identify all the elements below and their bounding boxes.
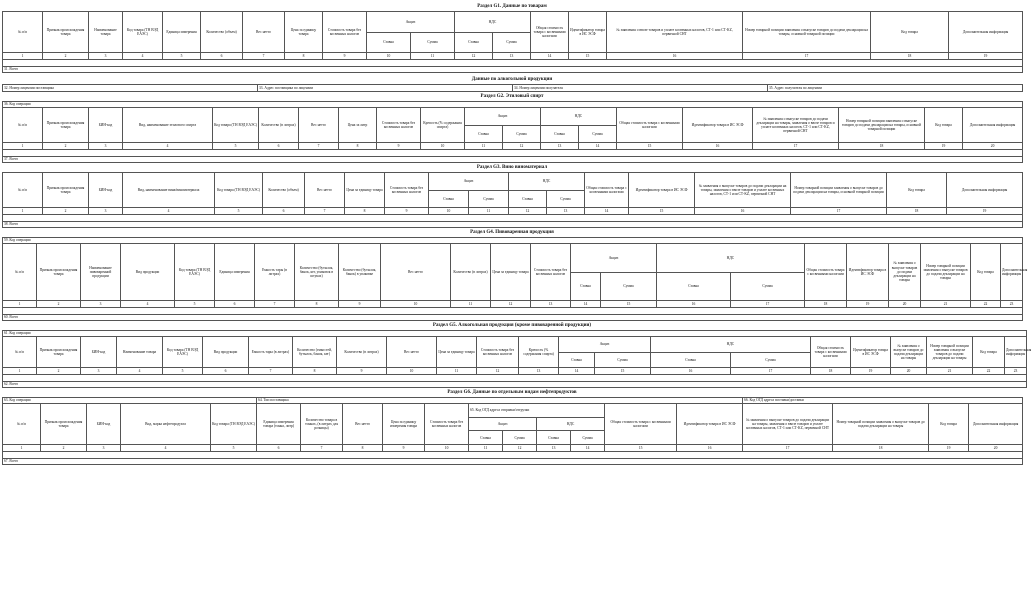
g1-num: 9 (323, 53, 367, 60)
g2-col: № п/п (3, 108, 43, 143)
g3-num: 2 (43, 208, 89, 215)
g3-num: 7 (305, 208, 345, 215)
g3-col: Код товара (ТН ВЭД ЕАЭС) (215, 173, 263, 208)
g2-col: Ставка (465, 125, 503, 143)
g5-num: 13 (519, 368, 559, 375)
alc-f34: 34. Номер лицензии получателя (513, 85, 768, 92)
g5-num: 6 (203, 368, 249, 375)
g3-group-akciz: Акциз (429, 173, 509, 191)
g5-col: Наименование товара (117, 337, 163, 368)
g5-num: 11 (437, 368, 477, 375)
g6-col: Вид, марка нефтепродукта (121, 404, 211, 445)
g1-group-nds: НДС (455, 12, 531, 33)
g1-col: Цена за единицу товара (285, 12, 323, 53)
g2-num: 14 (579, 143, 617, 150)
g1-num: 14 (531, 53, 569, 60)
g6-num: 2 (41, 445, 87, 452)
section-g5-table (2, 330, 1031, 388)
g6-col: Номер товарной позиции заявления о выпуске товаров до подачи декларации на товары (833, 404, 929, 445)
g2-col: Признак происхождения товара (43, 108, 89, 143)
g5-num: 12 (477, 368, 519, 375)
g1-col: Идентификатор товара в ИС ЭСФ (569, 12, 607, 53)
g2-col: Крепость (% содержания спирта) (421, 108, 465, 143)
g2-num: 6 (259, 143, 299, 150)
g3-num: 9 (385, 208, 429, 215)
g6-num: 19 (929, 445, 969, 452)
g1-col: Номер товарной позиции заявления о выпуске товаров до подачи декларации на товары, основной товарной позиции (743, 12, 871, 53)
g1-col: Признак происхождения товара (43, 12, 89, 53)
g6-num: 11 (469, 445, 503, 452)
g4-num: 15 (601, 301, 657, 308)
g2-num: 9 (377, 143, 421, 150)
g2-col: Идентификатор товара в ИС ЭСФ (683, 108, 753, 143)
g4-num: 13 (531, 301, 571, 308)
g3-num: 13 (547, 208, 585, 215)
g5-num-row (3, 368, 1027, 375)
g4-col: Цена за единицу товара (491, 244, 531, 301)
g4-num: 16 (657, 301, 731, 308)
g5-group-nds: НДС (651, 337, 811, 353)
g6-num: 16 (677, 445, 743, 452)
g5-col: Номер товарной позиции заявления о выпуске товаров до подачи декларации на товары (927, 337, 973, 368)
g5-num: 2 (37, 368, 81, 375)
g3-col: Цена за единицу товара (345, 173, 385, 208)
section-g4-title: Раздел G4. Пивоваренная продукция (470, 230, 554, 235)
g3-col: Вид, наименование вина/виноматериала (123, 173, 215, 208)
g6-col: Идентификатор товара в ИС ЭСФ (677, 404, 743, 445)
g1-col: Количество (объем) (201, 12, 243, 53)
g1-col: Код товара (ТН ВЭД ЕАЭС) (123, 12, 163, 53)
g3-num-row (3, 208, 1023, 215)
g3-num: 10 (429, 208, 469, 215)
g6-col: Общая стоимость товара с косвенными налогами (605, 404, 677, 445)
g6-num: 14 (571, 445, 605, 452)
g6-col: Код товара (ТН ВЭД ЕАЭС) (211, 404, 257, 445)
g5-col: Признак происхождения товара (37, 337, 81, 368)
g1-num: 18 (871, 53, 949, 60)
g6-num: 13 (537, 445, 571, 452)
g2-num: 2 (43, 143, 89, 150)
section-g6-table (2, 397, 1023, 465)
g4-num: 20 (889, 301, 921, 308)
g4-num: 23 (1001, 301, 1023, 308)
g4-num: 17 (731, 301, 805, 308)
g4-col: Стоимость товара без косвенных налогов (531, 244, 571, 301)
g6-col: Цена за единицу измерения товара (383, 404, 425, 445)
g1-col: Наименование товара (89, 12, 123, 53)
g5-total: 62. Всего (3, 382, 1027, 388)
g4-num: 9 (339, 301, 381, 308)
g4-col: Признак происхождения товара (37, 244, 81, 301)
section-g6-title: Раздел G6. Данные по отдельным видам нефтепродуктов (447, 390, 577, 395)
g3-col: Количество (объем) (263, 173, 305, 208)
g4-num: 22 (971, 301, 1001, 308)
g3-col: Вес нетто (305, 173, 345, 208)
g1-col: Ставка (367, 32, 411, 53)
section-g1-table (2, 11, 1023, 73)
g3-num: 19 (947, 208, 1023, 215)
g6-col: Признак происхождения товара (41, 404, 87, 445)
g2-col: Код товара (ТН ВЭД ЕАЭС) (213, 108, 259, 143)
g1-group-akciz: Акциз (367, 12, 455, 33)
g1-col: Вес нетто (243, 12, 285, 53)
g4-num: 19 (847, 301, 889, 308)
g6-num: 4 (121, 445, 211, 452)
g1-num: 1 (3, 53, 43, 60)
g3-col: Дополнительная информация (947, 173, 1023, 208)
g2-ops: 36. Код операции (3, 102, 1023, 108)
g3-col: № п/п (3, 173, 43, 208)
alc-table (2, 84, 1023, 92)
g4-num: 12 (491, 301, 531, 308)
g5-num: 15 (595, 368, 651, 375)
g5-col: Цена за единицу товара (437, 337, 477, 368)
g1-num: 16 (607, 53, 743, 60)
g4-num: 8 (295, 301, 339, 308)
g1-num: 11 (411, 53, 455, 60)
g5-num: 19 (851, 368, 891, 375)
g1-col: Единица измерения (163, 12, 201, 53)
g2-col: Общая стоимость товара с косвенными налогами (617, 108, 683, 143)
g5-num: 1 (3, 368, 37, 375)
g5-col: Код товара (ТН ВЭД ЕАЭС) (163, 337, 203, 368)
g3-col: БИН-код (89, 173, 123, 208)
g4-num: 18 (805, 301, 847, 308)
g4-col: Сумма (601, 272, 657, 301)
g4-num: 5 (175, 301, 215, 308)
g5-group-akciz: Акциз (559, 337, 651, 353)
g2-num: 10 (421, 143, 465, 150)
g1-num: 7 (243, 53, 285, 60)
g6-ops: 63. Код операции (3, 398, 257, 404)
alc-f35: 35. Адрес получателя по лицензии (768, 85, 1023, 92)
g2-col: Номер товарной позиции заявления о выпуске товаров до подачи декларации на товары, основной товарной позиции (839, 108, 925, 143)
g6-num: 6 (257, 445, 301, 452)
g4-group-nds: НДС (657, 244, 805, 273)
g4-num: 3 (81, 301, 121, 308)
g6-col: № заявления о выпуске товаров до подачи декларации на товары, заявления о ввозе товаров и уплате косвенных налогов, СТ-1 или СТ-KZ, первичной СНТ (743, 404, 833, 445)
g5-col: Идентификатор товара в ИС ЭСФ (851, 337, 891, 368)
g4-total: 60. Всего (3, 315, 1023, 321)
g3-col: Ставка (429, 190, 469, 208)
g5-num: 10 (387, 368, 437, 375)
alc-f32: 32. Номер лицензии поставщика (3, 85, 258, 92)
g3-num: 3 (89, 208, 123, 215)
g1-num: 17 (743, 53, 871, 60)
g2-num: 4 (123, 143, 213, 150)
g4-num: 11 (451, 301, 491, 308)
g4-col: Идентификатор товара в ИС ЭСФ (847, 244, 889, 301)
g2-num: 1 (3, 143, 43, 150)
g2-col: БИН-код (89, 108, 123, 143)
g5-num: 4 (117, 368, 163, 375)
g3-col: Ставка (509, 190, 547, 208)
g5-col: Код товара (973, 337, 1005, 368)
g1-col: Сумма (493, 32, 531, 53)
g6-num: 8 (343, 445, 383, 452)
g2-col: Цена за литр (339, 108, 377, 143)
g4-col: Сумма (731, 272, 805, 301)
g1-num: 19 (949, 53, 1023, 60)
g3-group-nds: НДС (509, 173, 585, 191)
g3-num: 4 (123, 208, 215, 215)
g2-num: 3 (89, 143, 123, 150)
g4-col: Единица измерения (215, 244, 255, 301)
g1-num: 13 (493, 53, 531, 60)
g6-col: Ставка (469, 431, 503, 445)
g1-total: 31. Всего (3, 67, 1023, 73)
g4-col: Номер товарной позиции заявления о выпуске товаров до подачи декларации на товары (921, 244, 971, 301)
g3-num: 14 (585, 208, 629, 215)
g3-num: 1 (3, 208, 43, 215)
g4-num: 21 (921, 301, 971, 308)
g1-num: 5 (163, 53, 201, 60)
g5-num: 9 (337, 368, 387, 375)
g2-num: 12 (503, 143, 541, 150)
g6-f64: 64. Тип поставщика (257, 398, 743, 404)
g3-col: Стоимость товара без косвенных налогов (385, 173, 429, 208)
g4-col: Код товара (971, 244, 1001, 301)
g2-num: 19 (925, 143, 963, 150)
g6-num: 10 (425, 445, 469, 452)
g2-col: Вид, наименование этилового спирта (123, 108, 213, 143)
g5-col: Количество (емкостей, бутылок, банок, кег) (293, 337, 337, 368)
g5-num: 20 (891, 368, 927, 375)
g5-num: 21 (927, 368, 973, 375)
g5-col: Крепость (% содержания спирта) (519, 337, 559, 368)
g3-num: 15 (629, 208, 695, 215)
g4-col: Емкость тары (в литрах) (255, 244, 295, 301)
g2-group-akciz: Акциз (465, 108, 541, 126)
g3-col: № заявления о выпуске товаров до подачи декларации на товары, заявления о ввозе товаров и уплате косвенных налогов, СТ-1 или СТ-KZ, первичной СНТ (695, 173, 791, 208)
g5-col: Сумма (731, 352, 811, 368)
g1-col: Код товара (871, 12, 949, 53)
g5-col: Вес нетто (387, 337, 437, 368)
g3-col: Общая стоимость товара с косвенными налогами (585, 173, 629, 208)
g1-num-row (3, 53, 1023, 60)
g1-num: 8 (285, 53, 323, 60)
g5-num: 5 (163, 368, 203, 375)
section-g4-table (2, 237, 1028, 321)
g2-num: 18 (839, 143, 925, 150)
g4-col: № заявления о выпуске товаров до подачи декларации на товары (889, 244, 921, 301)
g1-num: 6 (201, 53, 243, 60)
g5-num: 7 (249, 368, 293, 375)
g1-num: 2 (43, 53, 89, 60)
g6-group-akciz: Акциз (469, 417, 537, 431)
g6-group-nds: НДС (537, 417, 605, 431)
g2-col: Сумма (579, 125, 617, 143)
g1-num: 12 (455, 53, 493, 60)
g5-col: № заявления о выпуске товаров до подачи декларации на товары (891, 337, 927, 368)
g5-num: 16 (651, 368, 731, 375)
g6-col: № п/п (3, 404, 41, 445)
g4-num: 4 (121, 301, 175, 308)
g2-num-row (3, 143, 1023, 150)
g4-col: Дополнительная информация (1001, 244, 1023, 301)
section-g2-table (2, 101, 1023, 163)
g1-col: Сумма (411, 32, 455, 53)
g1-col: Ставка (455, 32, 493, 53)
g4-num: 6 (215, 301, 255, 308)
alc-f33: 33. Адрес поставщика по лицензии (258, 85, 513, 92)
g3-num: 16 (695, 208, 791, 215)
g2-col: Количество (в литрах) (259, 108, 299, 143)
g6-col: Вес нетто (343, 404, 383, 445)
g4-num-row (3, 301, 1023, 308)
g6-num: 12 (503, 445, 537, 452)
g2-col: Стоимость товара без косвенных налогов (377, 108, 421, 143)
g4-ops: 59. Код операции (3, 238, 1023, 244)
g5-col: БИН-код (81, 337, 117, 368)
g6-num: 15 (605, 445, 677, 452)
g5-num: 22 (973, 368, 1005, 375)
g5-col: Сумма (595, 352, 651, 368)
g5-num: 23 (1005, 368, 1027, 375)
g2-col: Ставка (541, 125, 579, 143)
g6-num: 18 (833, 445, 929, 452)
g4-col: № п/п (3, 244, 37, 301)
g3-col: Признак происхождения товара (43, 173, 89, 208)
g4-col: Код товара (ТН ВЭД ЕАЭС) (175, 244, 215, 301)
g2-group-nds: НДС (541, 108, 617, 126)
g3-num: 6 (263, 208, 305, 215)
g2-num: 8 (339, 143, 377, 150)
section-g5-title: Раздел G5. Алкогольная продукция (кроме пивоваренной продукции) (432, 323, 592, 328)
section-g1-title: Раздел G1. Данные по товарам (477, 4, 547, 9)
g5-num: 3 (81, 368, 117, 375)
g2-total: 37. Всего (3, 157, 1023, 163)
g5-col: Общая стоимость товара с косвенными налогами (811, 337, 851, 368)
g6-f66: 66. Код ОГД адреса поставки/доставки (743, 398, 1023, 404)
g4-col: Количество (бутылок, банок, кег, упаковок в штуках) (295, 244, 339, 301)
g6-total: 67. Всего (3, 459, 1023, 465)
g1-col: Дополнительная информация (949, 12, 1023, 53)
g3-num: 11 (469, 208, 509, 215)
g2-num: 5 (213, 143, 259, 150)
g6-f65: 65. Код ОГД адреса отправки/отгрузки (469, 404, 605, 418)
section-g3-title: Раздел G3. Вино виноматериал (476, 165, 548, 170)
g5-col: Дополнительная информация (1005, 337, 1027, 368)
g4-num: 10 (381, 301, 451, 308)
g4-col: Наименование пивоваренной продукции (81, 244, 121, 301)
g1-col: № заявления о ввозе товаров и уплате косвенных налогов, СТ-1 или СТ-KZ, первичной СНТ (607, 12, 743, 53)
g4-col: Вес нетто (381, 244, 451, 301)
g5-col: Количество (в литрах) (337, 337, 387, 368)
g5-col: Емкость тары (в литрах) (249, 337, 293, 368)
g2-col: Сумма (503, 125, 541, 143)
g6-num-row (3, 445, 1023, 452)
g6-col: Код товара (929, 404, 969, 445)
g4-col: Ставка (571, 272, 601, 301)
g3-num: 17 (791, 208, 887, 215)
g3-num: 8 (345, 208, 385, 215)
g2-col: Дополнительная информация (963, 108, 1023, 143)
g5-ops: 61. Код операции (3, 331, 1027, 337)
g3-col: Номер товарной позиции заявления о выпуске товаров до подачи декларации на товары, основной товарной позиции (791, 173, 887, 208)
g4-num: 1 (3, 301, 37, 308)
g2-col: Код товара (925, 108, 963, 143)
g5-num: 18 (811, 368, 851, 375)
g4-col: Количество (бутылок, банок) в упаковке (339, 244, 381, 301)
g4-col: Общая стоимость товара с косвенными налогами (805, 244, 847, 301)
g5-num: 8 (293, 368, 337, 375)
g4-col: Количество (в литрах) (451, 244, 491, 301)
g2-col: № заявления о выпуске товаров до подачи декларации на товары, заявления о ввозе товаров и уплате косвенных налогов, СТ-1 или СТ-KZ, первичной СНТ (753, 108, 839, 143)
g6-col: Единица измерения товара (тонна, литр) (257, 404, 301, 445)
g6-col: Сумма (503, 431, 537, 445)
g1-num: 3 (89, 53, 123, 60)
g4-col: Ставка (657, 272, 731, 301)
g6-num: 7 (301, 445, 343, 452)
section-g2-title: Раздел G2. Этиловый спирт (480, 94, 544, 99)
g2-num: 15 (617, 143, 683, 150)
section-g3-table (2, 172, 1023, 228)
g6-num: 17 (743, 445, 833, 452)
g6-col: Дополнительная информация (969, 404, 1023, 445)
g6-col: Ставка (537, 431, 571, 445)
alc-title: Данные по алкогольной продукции (471, 77, 553, 82)
g5-col: Ставка (559, 352, 595, 368)
g2-num: 11 (465, 143, 503, 150)
g1-col: № п/п (3, 12, 43, 53)
g1-num: 4 (123, 53, 163, 60)
g5-num: 14 (559, 368, 595, 375)
g6-col: Количество товара в тоннах, (в литрах для розницы) (301, 404, 343, 445)
g3-col: Сумма (469, 190, 509, 208)
document (2, 2, 1031, 465)
g1-col: Общая стоимость товара с косвенными налогами (531, 12, 569, 53)
g5-col: Вид продукции (203, 337, 249, 368)
g4-col: Вид продукции (121, 244, 175, 301)
g2-num: 7 (299, 143, 339, 150)
g6-col: Сумма (571, 431, 605, 445)
g3-col: Код товара (887, 173, 947, 208)
g3-num: 12 (509, 208, 547, 215)
g6-col: БИН-код (87, 404, 121, 445)
g6-num: 5 (211, 445, 257, 452)
g6-num: 20 (969, 445, 1023, 452)
g6-col: Стоимость товара без косвенных налогов (425, 404, 469, 445)
g2-num: 16 (683, 143, 753, 150)
g4-num: 7 (255, 301, 295, 308)
g4-num: 14 (571, 301, 601, 308)
g3-num: 5 (215, 208, 263, 215)
g6-num: 3 (87, 445, 121, 452)
g2-col: Вес нетто (299, 108, 339, 143)
g3-col: Идентификатор товара в ИС ЭСФ (629, 173, 695, 208)
g1-num: 15 (569, 53, 607, 60)
g2-num: 17 (753, 143, 839, 150)
g5-col: Ставка (651, 352, 731, 368)
g1-col: Стоимость товара без косвенных налогов (323, 12, 367, 53)
g2-num: 20 (963, 143, 1023, 150)
g5-num: 17 (731, 368, 811, 375)
g1-num: 10 (367, 53, 411, 60)
g3-num: 18 (887, 208, 947, 215)
g2-num: 13 (541, 143, 579, 150)
g3-total: 38. Всего (3, 222, 1023, 228)
g6-num: 9 (383, 445, 425, 452)
g4-group-akciz: Акциз (571, 244, 657, 273)
g5-col: Стоимость товара без косвенных налогов (477, 337, 519, 368)
g4-num: 2 (37, 301, 81, 308)
g5-col: № п/п (3, 337, 37, 368)
g3-col: Сумма (547, 190, 585, 208)
g6-num: 1 (3, 445, 41, 452)
